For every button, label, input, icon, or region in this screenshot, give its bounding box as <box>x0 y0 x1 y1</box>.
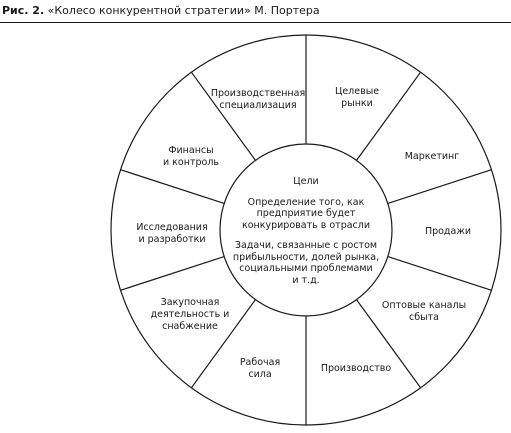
hub-tasks-line: прибыльности, долей рынка, <box>232 251 380 263</box>
hub-tasks-line: Задачи, связанные с ростом <box>234 240 378 251</box>
wheel-spoke <box>388 170 492 204</box>
hub-goal-title: Цели <box>293 176 319 187</box>
wheel-spoke <box>121 170 225 204</box>
segment-label-line: Маркетинг <box>404 151 460 162</box>
hub-definition-line: конкурировать в отрасли <box>241 219 371 231</box>
segment-sales <box>418 226 478 238</box>
segment-label-line: сбыта <box>409 312 439 323</box>
segment-research <box>124 222 220 246</box>
segment-label-line: Исследования <box>136 222 208 233</box>
segment-label-line: снабжение <box>162 321 218 332</box>
segment-specialization <box>200 88 316 112</box>
segment-label-line: сила <box>248 369 272 380</box>
segment-marketing <box>392 151 472 163</box>
segment-procurement <box>140 297 240 333</box>
wheel-spoke <box>121 257 225 291</box>
segment-label-line: и разработки <box>138 234 206 245</box>
segment-label-line: Финансы <box>168 145 214 156</box>
segment-label-line: Целевые <box>334 86 380 97</box>
segment-label-line: Продажи <box>424 226 472 237</box>
segment-target-markets <box>322 86 392 110</box>
wheel-spoke <box>388 257 492 291</box>
segment-label-line: Оптовые каналы <box>381 300 467 311</box>
hub-definition-line: предприятие будет <box>256 208 356 219</box>
segment-workforce <box>230 357 290 381</box>
hub-content <box>226 176 386 286</box>
segment-label-line: Производственная <box>210 88 306 99</box>
segment-production <box>311 363 401 375</box>
hub-tasks-line: социальными проблемами <box>239 263 373 274</box>
segment-label-line: специализация <box>219 100 297 111</box>
segment-finance <box>148 145 234 169</box>
segment-label-line: Закупочная <box>160 297 220 308</box>
segment-label-line: рынки <box>341 98 373 109</box>
segment-wholesale-channels <box>374 300 474 324</box>
caption-label: Рис. 2. <box>2 4 45 17</box>
segment-label-line: и контроль <box>162 157 219 168</box>
caption-title: «Колесо конкурентной стратегии» М. Портера <box>47 4 320 17</box>
segment-label-line: деятельность и <box>150 309 230 320</box>
segment-label-line: Производство <box>320 363 392 374</box>
hub-tasks-line: и т.д. <box>292 274 320 286</box>
segment-label-line: Рабочая <box>239 357 281 368</box>
hub-definition-line: Определение того, как <box>247 196 365 208</box>
